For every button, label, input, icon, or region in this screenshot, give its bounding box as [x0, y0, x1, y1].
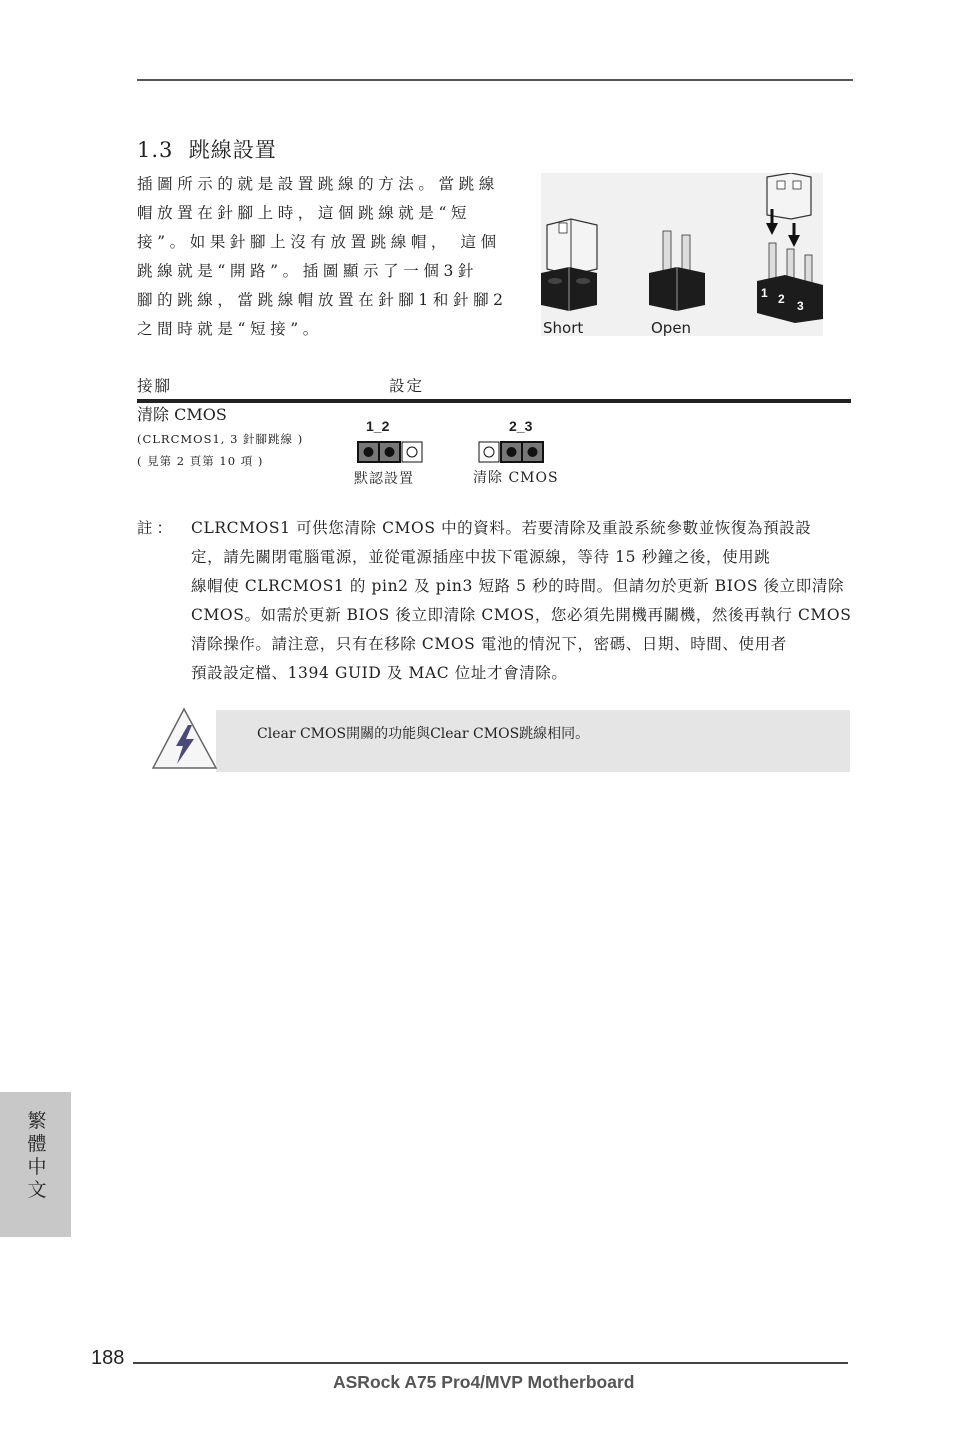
note-line: 預設設定檔、1394 GUID 及 MAC 位址才會清除。 [191, 664, 568, 682]
page-number: 188 [91, 1347, 125, 1369]
note-body [191, 514, 855, 688]
footer-title: ASRock A75 Pro4/MVP Motherboard [333, 1372, 635, 1392]
language-side-tab-text: 繁 體 中 文 [27, 1110, 47, 1201]
default-pins-label: 1_2 [366, 418, 390, 434]
section-title: 1.3 跳線設置 [137, 138, 277, 162]
note-line: 定，請先關閉電腦電源，並從電源插座中拔下電源線，等待 15 秒鐘之後，使用跳 [191, 548, 771, 566]
footer-rule [133, 1362, 848, 1364]
open-label: Open [651, 319, 692, 336]
clear-cmos-subtitle: (CLRCMOS1, 3 針腳跳線 ) [137, 432, 304, 446]
three-pin-jumper-figure [757, 173, 823, 323]
note-line: 清除操作。請注意，只有在移除 CMOS 電池的情況下，密碼、日期、時間、使用者 [191, 635, 787, 653]
default-caption: 默認設置 [354, 471, 414, 487]
short-label: Short [543, 319, 584, 336]
jumper-illustration [541, 173, 823, 336]
clear-cmos-title: 清除 CMOS [137, 405, 227, 424]
top-rule [137, 79, 853, 81]
intro-line: 接”。如果針腳上沒有放置跳線帽， 這個 [137, 233, 501, 251]
intro-line: 插圖所示的就是設置跳線的方法。當跳線 [137, 175, 499, 193]
header-pin: 接腳 [137, 377, 173, 395]
note-line: CLRCMOS1 可供您清除 CMOS 中的資料。若要清除及重設系統參數並恢復為預設設 [191, 519, 812, 537]
intro-line: 帽放置在針腳上時，這個跳線就是“短 [137, 204, 472, 222]
jumper-illustration-svg [541, 173, 823, 336]
pin-label-1: 1 [761, 286, 768, 300]
warning-lightning-icon [150, 706, 218, 772]
header-setting: 設定 [389, 377, 425, 395]
intro-line: 腳的跳線，當跳線帽放置在針腳1和針腳2 [137, 291, 508, 309]
intro-line: 之間時就是“短接”。 [137, 320, 323, 338]
intro-paragraph [137, 170, 508, 344]
clear-pins-label: 2_3 [509, 418, 533, 434]
clear-jumper-diagram [478, 440, 546, 464]
pin-label-3: 3 [797, 299, 804, 313]
note-line: CMOS。如需於更新 BIOS 後立即清除 CMOS，您必須先開機再關機，然後再執行 CMOS [191, 606, 852, 624]
clear-caption: 清除 CMOS [473, 470, 559, 486]
intro-line: 跳線就是“開路”。插圖顯示了一個3針 [137, 262, 479, 280]
note-line: 線帽使 CLRCMOS1 的 pin2 及 pin3 短路 5 秒的時間。但請勿於更新 BIOS 後立即清除 [191, 577, 845, 595]
default-jumper-diagram [356, 440, 424, 464]
note-label: 註： [137, 519, 177, 537]
caution-text: Clear CMOS開關的功能與Clear CMOS跳線相同。 [257, 726, 590, 742]
table-rule [137, 399, 851, 403]
open-jumper-figure [649, 231, 705, 311]
pin-label-2: 2 [778, 292, 785, 306]
clear-cmos-reference: ( 見第 2 頁第 10 項 ) [137, 454, 264, 468]
short-jumper-figure [541, 219, 597, 311]
